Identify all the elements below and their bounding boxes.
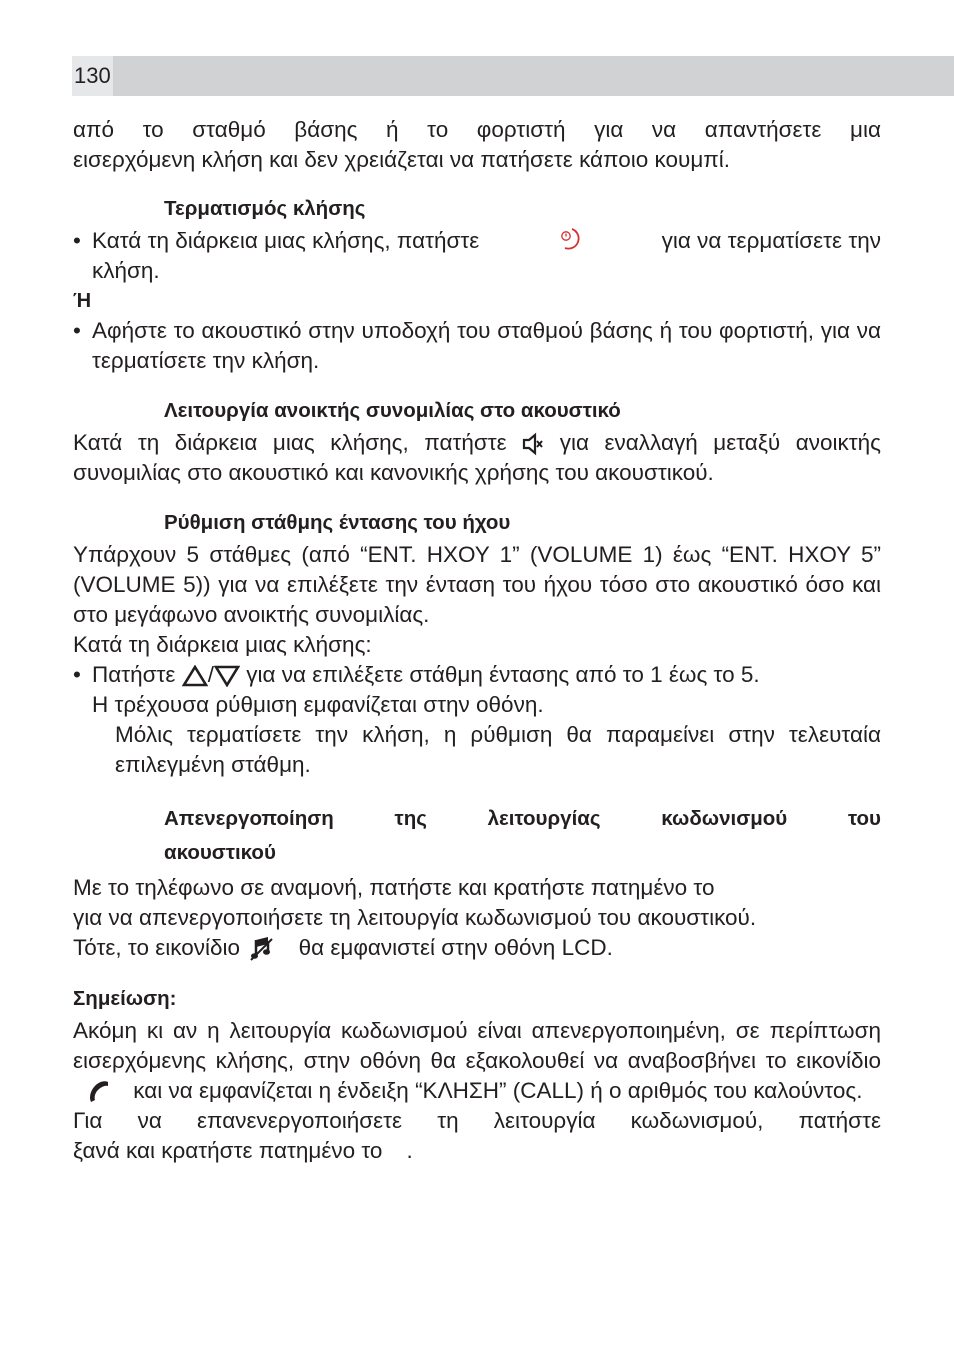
speakerphone-text-after: για εναλλαγή μεταξύ ανοικτής συνομιλίας στο ακουστικό και κανονικής χρήσης του ακουστικού. bbox=[73, 430, 881, 485]
ringer-heading-line-2: ακουστικού bbox=[164, 841, 276, 864]
note-p1-after: και να εμφανίζεται η ένδειξη “ΚΛΗΣΗ” (CALL) ή ο αριθμός του καλούντος. bbox=[133, 1078, 863, 1103]
end-call-text-after: για να τερματίσετε την bbox=[661, 228, 881, 253]
ringer-line-3-after: θα εμφανιστεί στην οθόνη LCD. bbox=[298, 935, 613, 960]
speakerphone-text bbox=[73, 428, 881, 488]
volume-bullet-line2: Η τρέχουσα ρύθμιση εμφανίζεται στην οθόνη. bbox=[92, 692, 544, 717]
end-call-bullet-2: • Αφήστε το ακουστικό στην υποδοχή του σταθμού βάσης ή του φορτιστή, για να τερματίσετε την κλήση. bbox=[73, 316, 881, 376]
speakerphone-text-before: Κατά τη διάρκεια μιας κλήσης, πατήστε bbox=[73, 430, 507, 455]
ringer-off-icon bbox=[250, 936, 274, 962]
ringer-heading-line-1: Απενεργοποίηση της λειτουργίας κωδωνισμού του bbox=[164, 807, 881, 830]
speaker-icon bbox=[522, 432, 544, 456]
end-call-text-before: Κατά τη διάρκεια μιας κλήσης, πατήστε bbox=[92, 228, 480, 253]
end-call-text-line2: κλήση. bbox=[92, 258, 160, 283]
page-content bbox=[73, 115, 881, 1166]
speakerphone-heading: Λειτουργία ανοικτής συνομιλίας στο ακουστικό bbox=[164, 399, 621, 422]
volume-bullet-after: για να επιλέξετε στάθμη έντασης από το 1 έως το 5. bbox=[246, 662, 760, 687]
ringer-line-2: για να απενεργοποιήσετε τη λειτουργία κωδωνισμού του ακουστικού. bbox=[73, 905, 757, 930]
triangle-down-icon bbox=[214, 665, 240, 687]
note-paragraph-2-line-2 bbox=[73, 1136, 881, 1166]
intro-line-1: από το σταθμό βάσης ή το φορτιστή για να απαντήσετε μια bbox=[73, 117, 881, 142]
intro-line-2: εισερχόμενη κλήση και δεν χρειάζεται να πατήσετε κάποιο κουμπί. bbox=[73, 147, 731, 172]
volume-note: Μόλις τερματίσετε την κλήση, η ρύθμιση θα παραμείνει στην τελευταία επιλεγμένη στάθμη. bbox=[115, 722, 881, 777]
volume-bullet-before: Πατήστε bbox=[92, 662, 176, 687]
note-heading: Σημείωση: bbox=[73, 987, 177, 1010]
volume-bullet: • Πατήστε / για να επιλέξετε στάθμη έντασης από το 1 έως το 5. Η τρέχουσα ρύθμιση εμφανίζεται στην οθόνη. bbox=[73, 660, 881, 720]
power-end-icon bbox=[558, 226, 584, 256]
end-call-bullet-1: • Κατά τη διάρκεια μιας κλήσης, πατήστε για να τερματίσετε την κλήση. bbox=[73, 226, 881, 286]
note-p1-before: Ακόμη κι αν η λειτουργία κωδωνισμού είναι απενεργοποιημένη, σε περίπτωση εισερχόμενης κλήσης, στην οθόνη θα εξακολουθεί να αναβοσβήνει το εικονίδιο bbox=[73, 1018, 881, 1073]
ringer-line-3-before: Τότε, το εικονίδιο bbox=[73, 935, 241, 960]
ringer-line-3 bbox=[73, 933, 881, 963]
page-number: 130 bbox=[74, 63, 111, 88]
ringer-line-1: Με το τηλέφωνο σε αναμονή, πατήστε και κρατήστε πατημένο το bbox=[73, 875, 715, 900]
note-paragraph-2-line-1: Για να επανενεργοποιήσετε τη λειτουργία κωδωνισμού, πατήστε bbox=[73, 1108, 881, 1133]
volume-text-2: Κατά τη διάρκεια μιας κλήσης: bbox=[73, 632, 372, 657]
end-call-heading: Τερματισμός κλήσης bbox=[164, 197, 366, 220]
end-call-bullet-2-text: Αφήστε το ακουστικό στην υποδοχή του σταθμού βάσης ή του φορτιστή, για να τερματίσετε την κλήση. bbox=[92, 318, 881, 373]
handset-icon bbox=[87, 1079, 115, 1105]
volume-text-1: Υπάρχουν 5 στάθμες (από “ΕΝΤ. ΗΧΟΥ 1” (VOLUME 1) έως “ΕΝΤ. ΗΧΟΥ 5” (VOLUME 5)) για να επιλέξετε την ένταση του ήχου τόσο στο ακουστικό όσο και στο μεγάφωνο ανοικτής συνομιλίας. bbox=[73, 542, 881, 627]
note-p2-end: . bbox=[406, 1138, 413, 1163]
note-paragraph-1 bbox=[73, 1016, 881, 1106]
or-label: Ή bbox=[73, 290, 92, 312]
header-bar bbox=[72, 56, 954, 96]
triangle-up-icon bbox=[182, 665, 208, 687]
note-p2-line2-text: ξανά και κρατήστε πατημένο το bbox=[73, 1138, 383, 1163]
volume-heading: Ρύθμιση στάθμης έντασης του ήχου bbox=[164, 511, 511, 534]
